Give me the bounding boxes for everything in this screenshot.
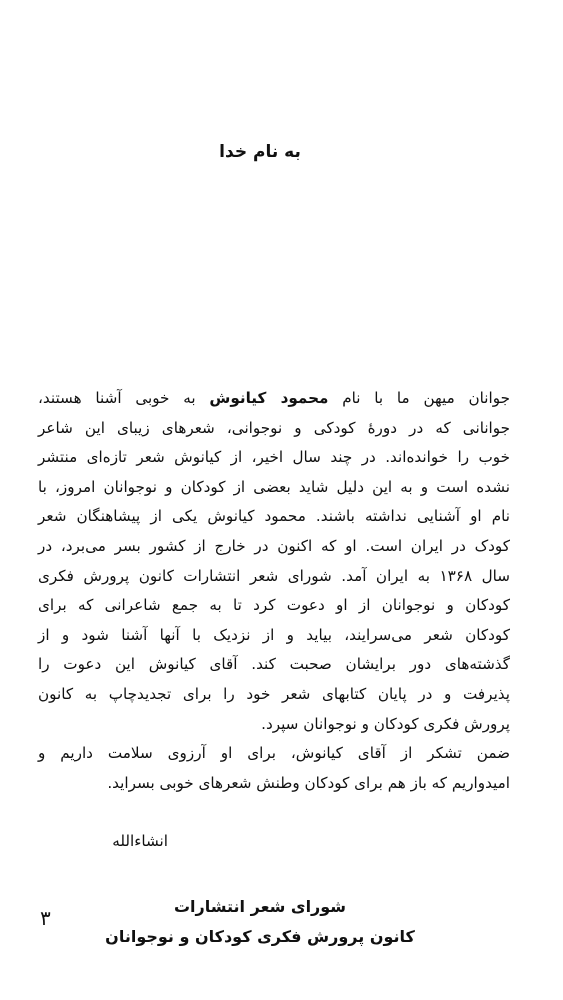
closing-phrase: انشاءالله [112,832,168,850]
body-line-13: ضمن تشکر از آقای کیانوش، برای او آرزوی سلامت داریم و [38,744,510,763]
body-line-11: پذیرفت و در پایان کتابهای شعر خود را برای تجدیدچاپ به کانون [38,684,510,703]
body-line-7: سال ۱۳۶۸ به ایران آمد. شورای شعر انتشارات کانون پرورش فکری [38,566,510,585]
body-line-10: گذشته‌های دور برایشان صحبت کند. آقای کیانوش این دعوت را [38,655,510,674]
signature-line-2: کانون پرورش فکری کودکان و نوجوانان [105,927,415,946]
signature-line-1: شورای شعر انتشارات [173,897,347,916]
body-paragraphs [38,384,510,798]
body-line-14: امیدواریم که باز هم برای کودکان وطنش شعرهای خوبی بسراید. [107,773,510,792]
author-name: محمود کیانوش [209,389,329,407]
body-line-2: جوانانی که در دورۀ کودکی و نوجوانی، شعرهای زیبای این شاعر [38,418,510,437]
body-line-1 [38,384,510,414]
signature-block [40,892,480,952]
body-line-8: کودکان و نوجوانان از او دعوت کرد تا به جمع شاعرانی که برای [38,596,510,615]
body-line-6: کودک در ایران است. او که اکنون در خارج از کشور بسر می‌برد، در [38,536,510,555]
page-number: ۳ [40,906,51,930]
line1-after: به خوبی آشنا هستند، [38,389,210,407]
line1-before: جوانان میهن ما با نام [328,389,510,407]
body-line-3: خوب را خوانده‌اند. در چند سال اخیر، از کیانوش شعر تازه‌ای منتشر [38,448,510,467]
page-heading: به نام خدا [219,142,301,162]
body-line-5: نام او آشنایی نداشته باشند. محمود کیانوش یکی از پیشاهنگان شعر [38,507,510,526]
body-line-9: کودکان شعر می‌سرایند، بیاید و از نزدیک با آنها آشنا شود و از [38,625,510,644]
body-line-12: پرورش فکری کودکان و نوجوانان سپرد. [261,714,510,733]
body-line-4: نشده است و به این دلیل شاید بعضی از کودکان و نوجوانان امروز، با [38,477,510,496]
